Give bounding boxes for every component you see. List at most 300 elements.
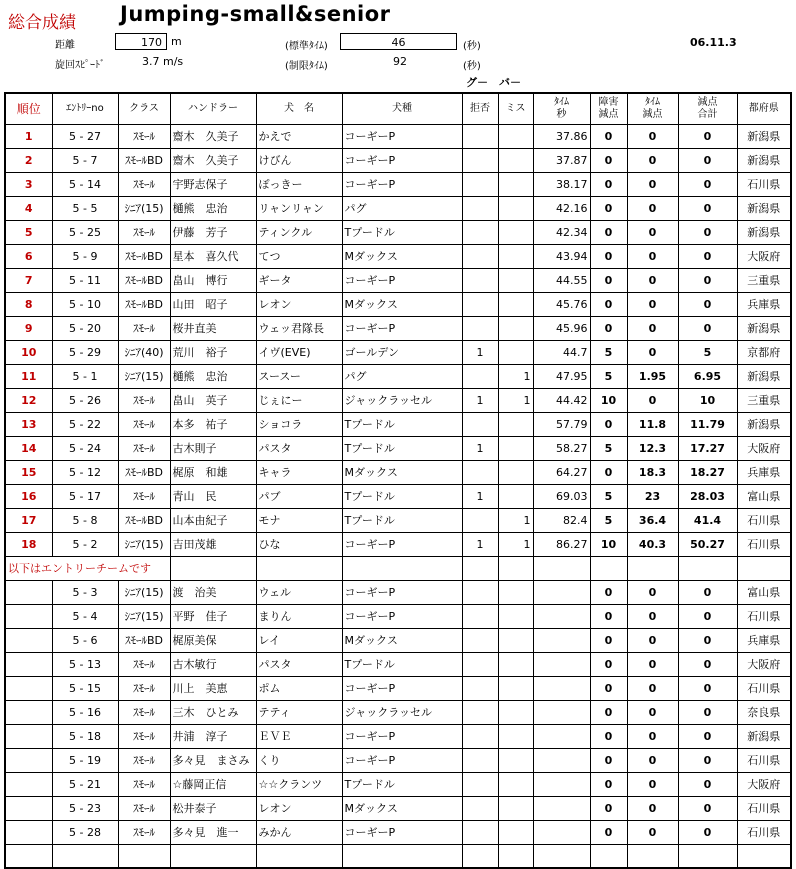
breed-cell: Tプードル [342,412,462,436]
handler-cell: 渡 治美 [170,580,256,604]
rank-cell: 15 [5,460,52,484]
obstacle-penalty-cell: 0 [590,460,627,484]
breed-cell: コーギーP [342,748,462,772]
dog-cell: みかん [256,820,342,844]
date: 06.11.3 [690,36,737,49]
dog-cell: くり [256,748,342,772]
total-cell: 50.27 [678,532,737,556]
entry-cell: 5 - 12 [52,460,118,484]
pref-cell: 奈良県 [737,700,791,724]
refusal-cell [462,268,498,292]
miss-cell [498,628,533,652]
breed-cell: コーギーP [342,604,462,628]
handler-cell: 平野 佳子 [170,604,256,628]
breed-cell: コーギーP [342,148,462,172]
obstacle-penalty-cell: 5 [590,340,627,364]
obstacle-penalty-cell: 5 [590,508,627,532]
time-cell: 82.4 [533,508,590,532]
table-row [5,220,791,244]
dog-cell: かえで [256,124,342,148]
handler-cell: 古木敏行 [170,652,256,676]
table-row [5,148,791,172]
results-table [4,92,792,869]
miss-cell [498,748,533,772]
entry-cell: 5 - 19 [52,748,118,772]
entry-cell: 5 - 7 [52,148,118,172]
time-cell [533,628,590,652]
breed-cell: ジャックラッセル [342,388,462,412]
class-cell: ｽﾓｰﾙ [118,652,170,676]
miss-cell [498,244,533,268]
time-penalty-cell: 0 [627,820,678,844]
breed-cell: Tプードル [342,508,462,532]
refusal-cell [462,700,498,724]
total-cell: 0 [678,676,737,700]
total-cell: 5 [678,340,737,364]
refusal-cell [462,412,498,436]
pref-cell: 京都府 [737,340,791,364]
time-cell: 42.34 [533,220,590,244]
col-time-penalty-top: ﾀｲﾑ [645,96,660,108]
dog-cell: イヴ(EVE) [256,340,342,364]
time-cell [533,748,590,772]
empty-cell [590,844,627,868]
miss-cell [498,580,533,604]
pref-cell: 大阪府 [737,652,791,676]
table-row [5,820,791,844]
rank-cell: 5 [5,220,52,244]
pref-cell: 石川県 [737,748,791,772]
obstacle-penalty-cell: 5 [590,436,627,460]
empty-cell [678,844,737,868]
refusal-cell: 1 [462,340,498,364]
dog-cell: テティ [256,700,342,724]
total-cell: 0 [678,268,737,292]
pref-cell: 兵庫県 [737,460,791,484]
pref-cell: 石川県 [737,604,791,628]
breed-cell: Tプードル [342,436,462,460]
time-cell: 42.16 [533,196,590,220]
header-row [5,93,791,124]
breed-cell: Tプードル [342,484,462,508]
empty-cell [52,844,118,868]
time-cell: 44.42 [533,388,590,412]
total-cell: 0 [678,796,737,820]
time-penalty-cell: 40.3 [627,532,678,556]
total-cell: 0 [678,604,737,628]
class-cell: ｽﾓｰﾙ [118,700,170,724]
breed-cell: コーギーP [342,172,462,196]
handler-cell: 齋木 久美子 [170,148,256,172]
total-cell: 0 [678,292,737,316]
handler-cell: 多々見 進一 [170,820,256,844]
pref-cell: 石川県 [737,820,791,844]
col-time-penalty-bottom: 減点 [642,108,663,120]
dog-cell: けびん [256,148,342,172]
class-cell: ｼﾆｱ(15) [118,604,170,628]
breed-cell: コーギーP [342,316,462,340]
handler-cell: 星本 喜久代 [170,244,256,268]
miss-cell [498,316,533,340]
refusal-cell [462,676,498,700]
pref-cell: 石川県 [737,172,791,196]
dog-cell: ウェル [256,580,342,604]
rank-cell: 9 [5,316,52,340]
obstacle-penalty-cell: 0 [590,148,627,172]
class-cell: ｽﾓｰﾙ [118,388,170,412]
rank-cell: 17 [5,508,52,532]
empty-cell [533,556,590,580]
dog-cell: ギータ [256,268,342,292]
total-cell: 0 [678,148,737,172]
col-total-top: 減点 [697,96,718,108]
class-cell: ｽﾓｰﾙBD [118,508,170,532]
time-penalty-cell: 0 [627,220,678,244]
entry-cell: 5 - 20 [52,316,118,340]
time-cell [533,676,590,700]
time-penalty-cell: 23 [627,484,678,508]
distance-label: 距離 [55,40,75,51]
total-cell: 0 [678,580,737,604]
time-penalty-cell: 0 [627,244,678,268]
obstacle-penalty-cell: 0 [590,604,627,628]
miss-cell: 1 [498,532,533,556]
total-cell: 0 [678,172,737,196]
total-cell: 10 [678,388,737,412]
entry-cell: 5 - 5 [52,196,118,220]
class-cell: ｽﾓｰﾙ [118,316,170,340]
table-row [5,316,791,340]
refusal-cell [462,628,498,652]
time-cell: 47.95 [533,364,590,388]
time-cell: 38.17 [533,172,590,196]
miss-cell [498,700,533,724]
empty-cell [498,556,533,580]
handler-cell: 松井泰子 [170,796,256,820]
obstacle-penalty-cell: 0 [590,244,627,268]
miss-cell [498,796,533,820]
class-cell: ｼﾆｱ(40) [118,340,170,364]
refusal-cell [462,580,498,604]
title-en: Jumping-small&senior [120,2,391,26]
obstacle-penalty-cell: 10 [590,388,627,412]
obstacle-penalty-cell: 0 [590,292,627,316]
class-cell: ｽﾓｰﾙ [118,724,170,748]
breed-cell: ゴールデン [342,340,462,364]
entry-cell: 5 - 6 [52,628,118,652]
limit-time-label: (制限ﾀｲﾑ) [285,61,328,72]
rank-cell: 13 [5,412,52,436]
class-cell: ｽﾓｰﾙBD [118,148,170,172]
entry-cell: 5 - 9 [52,244,118,268]
entry-cell: 5 - 17 [52,484,118,508]
class-cell: ｽﾓｰﾙ [118,676,170,700]
empty-cell [627,556,678,580]
entry-cell: 5 - 26 [52,388,118,412]
entry-cell: 5 - 13 [52,652,118,676]
rank-cell [5,724,52,748]
dog-cell: ひな [256,532,342,556]
rank-cell: 4 [5,196,52,220]
total-cell: 0 [678,220,737,244]
pref-cell: 三重県 [737,388,791,412]
entry-cell: 5 - 28 [52,820,118,844]
table-row [5,652,791,676]
total-cell: 17.27 [678,436,737,460]
handler-cell: 梶原 和雄 [170,460,256,484]
class-cell: ｼﾆｱ(15) [118,364,170,388]
entry-note-row [5,556,791,580]
empty-cell [462,556,498,580]
time-cell: 69.03 [533,484,590,508]
class-cell: ｽﾓｰﾙ [118,748,170,772]
class-cell: ｽﾓｰﾙBD [118,244,170,268]
dog-cell: レイ [256,628,342,652]
breed-cell: パグ [342,364,462,388]
std-time-unit: (秒) [463,41,481,52]
table-row [5,196,791,220]
pref-cell: 新潟県 [737,196,791,220]
dog-cell: レオン [256,292,342,316]
total-cell: 0 [678,820,737,844]
col-entry: ｴﾝﾄﾘｰno [52,93,118,124]
time-cell: 57.79 [533,412,590,436]
refusal-cell [462,172,498,196]
refusal-cell [462,124,498,148]
time-cell: 86.27 [533,532,590,556]
pref-cell: 大阪府 [737,244,791,268]
refusal-cell [462,148,498,172]
empty-cell [256,556,342,580]
dog-cell: ティンクル [256,220,342,244]
obstacle-penalty-cell: 0 [590,748,627,772]
dog-cell: パスタ [256,436,342,460]
col-class: クラス [118,93,170,124]
time-penalty-cell: 0 [627,580,678,604]
rank-cell: 11 [5,364,52,388]
obstacle-penalty-cell: 0 [590,316,627,340]
rank-cell: 14 [5,436,52,460]
dog-cell: リャンリャン [256,196,342,220]
class-cell: ｽﾓｰﾙ [118,796,170,820]
miss-cell [498,820,533,844]
obstacle-penalty-cell: 0 [590,772,627,796]
class-cell: ｽﾓｰﾙ [118,436,170,460]
time-cell: 45.96 [533,316,590,340]
class-cell: ｽﾓｰﾙ [118,484,170,508]
obstacle-penalty-cell: 0 [590,172,627,196]
entry-cell: 5 - 22 [52,412,118,436]
obstacle-penalty-cell: 0 [590,652,627,676]
handler-cell: 川上 美恵 [170,676,256,700]
col-handler: ハンドラー [170,93,256,124]
total-cell: 28.03 [678,484,737,508]
limit-time-value: 92 [393,55,407,68]
obstacle-penalty-cell: 0 [590,268,627,292]
pref-cell: 富山県 [737,580,791,604]
time-penalty-cell: 12.3 [627,436,678,460]
breed-cell: Mダックス [342,292,462,316]
total-cell: 0 [678,652,737,676]
breed-cell: Tプードル [342,772,462,796]
total-cell: 11.79 [678,412,737,436]
std-time-value: 46 [340,33,457,50]
col-total [678,93,737,124]
time-penalty-cell: 0 [627,124,678,148]
time-penalty-cell: 0 [627,676,678,700]
obstacle-penalty-cell: 0 [590,796,627,820]
total-cell: 41.4 [678,508,737,532]
refusal-cell: 1 [462,388,498,412]
rank-cell [5,748,52,772]
handler-cell: 吉田茂雄 [170,532,256,556]
pref-cell: 兵庫県 [737,292,791,316]
rank-cell: 16 [5,484,52,508]
refusal-cell: 1 [462,484,498,508]
dog-cell: まりん [256,604,342,628]
breed-cell: Mダックス [342,460,462,484]
obstacle-penalty-cell: 0 [590,580,627,604]
total-cell: 0 [678,316,737,340]
time-penalty-cell: 0 [627,628,678,652]
pref-cell: 三重県 [737,268,791,292]
class-cell: ｽﾓｰﾙ [118,820,170,844]
breed-cell: コーギーP [342,532,462,556]
handler-cell: 畠山 英子 [170,388,256,412]
time-penalty-cell: 0 [627,388,678,412]
time-penalty-cell: 18.3 [627,460,678,484]
miss-cell [498,148,533,172]
rank-cell [5,772,52,796]
dog-cell: ＥＶＥ [256,724,342,748]
table-row [5,244,791,268]
table-row [5,292,791,316]
handler-cell: 多々見 まさみ [170,748,256,772]
refusal-cell [462,364,498,388]
entry-cell: 5 - 10 [52,292,118,316]
breed-cell: コーギーP [342,124,462,148]
total-cell: 0 [678,748,737,772]
time-cell: 64.27 [533,460,590,484]
time-cell: 43.94 [533,244,590,268]
entry-cell: 5 - 8 [52,508,118,532]
pref-cell: 新潟県 [737,724,791,748]
pref-cell: 新潟県 [737,148,791,172]
refusal-cell [462,652,498,676]
entry-cell: 5 - 16 [52,700,118,724]
rank-cell [5,628,52,652]
pref-cell: 富山県 [737,484,791,508]
empty-cell [256,844,342,868]
limit-time-unit: (秒) [463,61,481,72]
refusal-cell [462,508,498,532]
time-penalty-cell: 1.95 [627,364,678,388]
handler-cell: 樋熊 忠治 [170,196,256,220]
refusal-cell: 1 [462,532,498,556]
table-row [5,676,791,700]
pref-cell: 大阪府 [737,436,791,460]
obstacle-penalty-cell: 0 [590,412,627,436]
time-penalty-cell: 36.4 [627,508,678,532]
col-time-top: ﾀｲﾑ [554,96,569,108]
entry-cell: 5 - 2 [52,532,118,556]
breed-cell: Mダックス [342,628,462,652]
dog-cell: ぽっきー [256,172,342,196]
time-cell [533,820,590,844]
table-row [5,340,791,364]
entry-cell: 5 - 29 [52,340,118,364]
pref-cell: 兵庫県 [737,628,791,652]
class-cell: ｽﾓｰﾙBD [118,460,170,484]
table-row [5,460,791,484]
col-time-bottom: 秒 [556,108,567,120]
table-row [5,508,791,532]
table-row [5,268,791,292]
rank-cell: 2 [5,148,52,172]
miss-cell [498,460,533,484]
breed-cell: コーギーP [342,724,462,748]
rank-cell: 3 [5,172,52,196]
dog-cell: ☆☆クランツ [256,772,342,796]
dog-cell: スースー [256,364,342,388]
handler-cell: 山本由紀子 [170,508,256,532]
pref-cell: 新潟県 [737,220,791,244]
refusal-cell [462,820,498,844]
miss-cell: 1 [498,364,533,388]
entry-cell: 5 - 4 [52,604,118,628]
refusal-cell [462,196,498,220]
time-penalty-cell: 0 [627,748,678,772]
entry-cell: 5 - 3 [52,580,118,604]
rank-cell [5,652,52,676]
time-penalty-cell: 11.8 [627,412,678,436]
empty-cell [627,844,678,868]
miss-cell [498,268,533,292]
table-row [5,172,791,196]
handler-cell: ☆藤岡正信 [170,772,256,796]
total-cell: 0 [678,196,737,220]
pref-cell: 新潟県 [737,316,791,340]
refusal-cell [462,292,498,316]
breed-cell: コーギーP [342,820,462,844]
pref-cell: 石川県 [737,508,791,532]
col-breed: 犬種 [342,93,462,124]
pref-cell: 新潟県 [737,412,791,436]
empty-cell [462,844,498,868]
table-row [5,436,791,460]
handler-cell: 山田 昭子 [170,292,256,316]
dog-cell: てつ [256,244,342,268]
pref-cell: 大阪府 [737,772,791,796]
table-row [5,796,791,820]
class-cell: ｽﾓｰﾙ [118,772,170,796]
class-cell: ｼﾆｱ(15) [118,532,170,556]
miss-cell [498,484,533,508]
breed-cell: コーギーP [342,268,462,292]
total-cell: 0 [678,124,737,148]
refusal-cell: 1 [462,436,498,460]
empty-row [5,844,791,868]
entry-cell: 5 - 18 [52,724,118,748]
empty-cell [342,844,462,868]
empty-cell [533,844,590,868]
col-dog: 犬 名 [256,93,342,124]
handler-cell: 本多 祐子 [170,412,256,436]
miss-cell [498,124,533,148]
dog-cell: レオン [256,796,342,820]
pref-cell: 石川県 [737,796,791,820]
breed-cell: コーギーP [342,676,462,700]
